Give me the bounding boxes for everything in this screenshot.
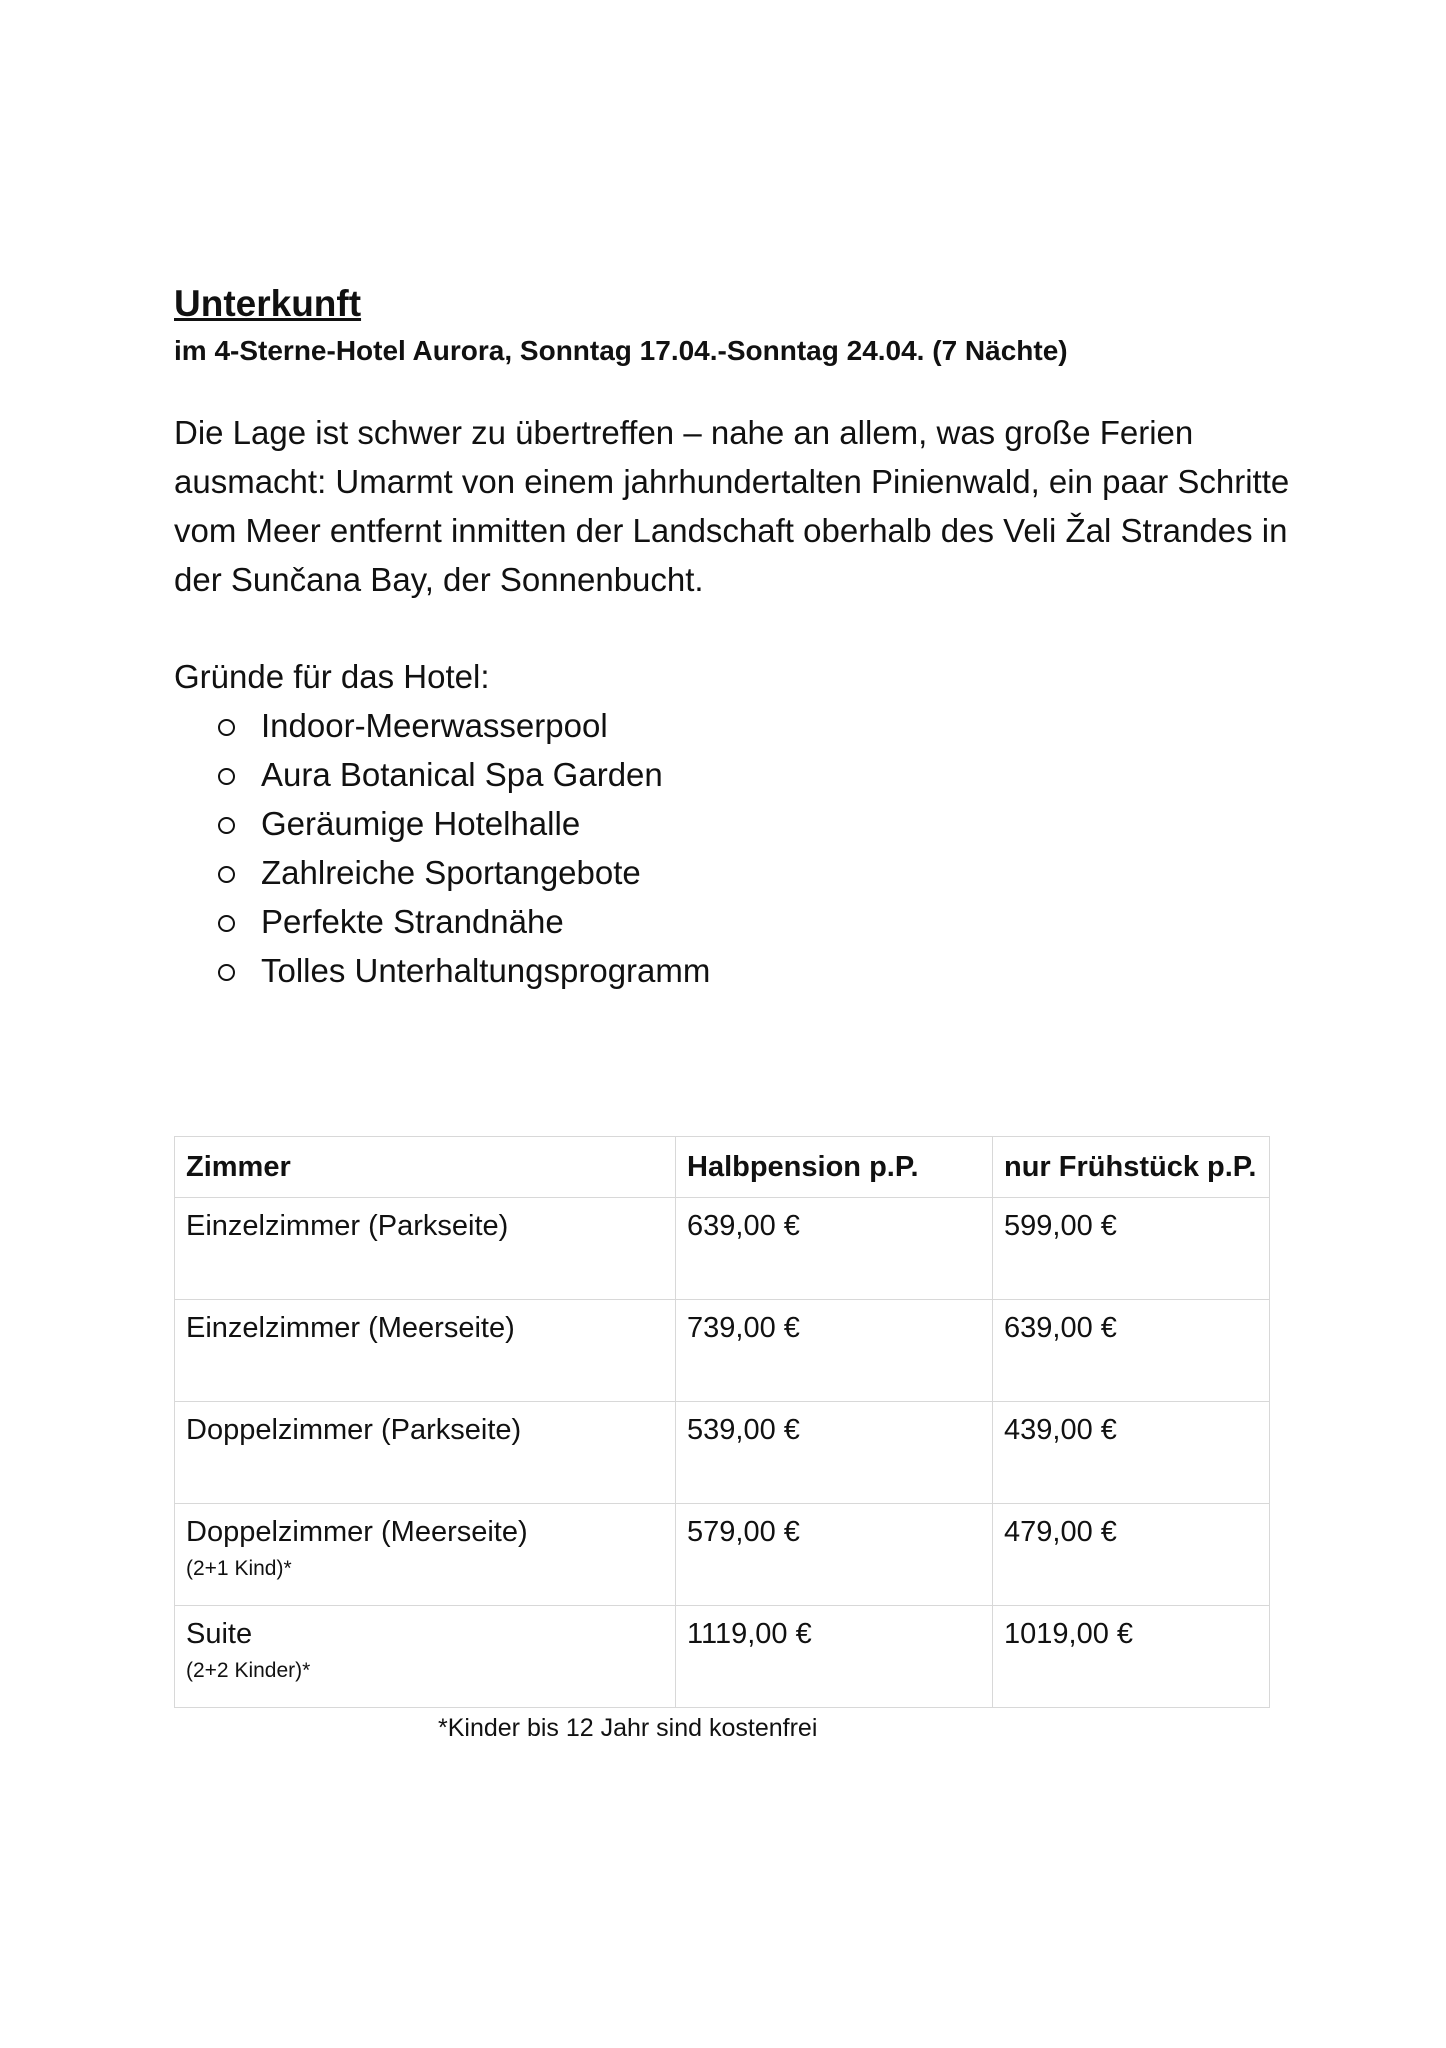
room-name: Einzelzimmer (Meerseite) xyxy=(186,1312,515,1344)
half-board-price: 539,00 € xyxy=(676,1402,993,1504)
list-item-label: Zahlreiche Sportangebote xyxy=(261,854,641,891)
breakfast-price: 439,00 € xyxy=(993,1402,1270,1504)
header-half-board: Halbpension p.P. xyxy=(676,1137,993,1198)
breakfast-price: 639,00 € xyxy=(993,1300,1270,1402)
room-cell xyxy=(175,1504,676,1606)
reasons-list xyxy=(174,701,1274,995)
half-board-price: 579,00 € xyxy=(676,1504,993,1606)
circle-bullet-icon xyxy=(218,964,235,981)
half-board-price: 1119,00 € xyxy=(676,1606,993,1708)
room-cell xyxy=(175,1606,676,1708)
list-item-label: Indoor-Meerwasserpool xyxy=(261,707,608,744)
list-item xyxy=(218,750,1274,799)
circle-bullet-icon xyxy=(218,915,235,932)
list-item xyxy=(218,946,1274,995)
breakfast-price: 599,00 € xyxy=(993,1198,1270,1300)
breakfast-price: 479,00 € xyxy=(993,1504,1270,1606)
room-name: Doppelzimmer (Meerseite) xyxy=(186,1516,528,1548)
list-item xyxy=(218,848,1274,897)
circle-bullet-icon xyxy=(218,817,235,834)
list-item xyxy=(218,701,1274,750)
room-name: Einzelzimmer (Parkseite) xyxy=(186,1210,509,1242)
room-cell xyxy=(175,1198,676,1300)
circle-bullet-icon xyxy=(218,768,235,785)
list-item-label: Aura Botanical Spa Garden xyxy=(261,756,663,793)
list-item xyxy=(218,799,1274,848)
table-row xyxy=(175,1504,1270,1606)
subtitle: im 4-Sterne-Hotel Aurora, Sonntag 17.04.-Sonntag 24.04. (7 Nächte) xyxy=(174,335,1068,366)
header-breakfast-only: nur Frühstück p.P. xyxy=(993,1137,1270,1198)
half-board-price: 739,00 € xyxy=(676,1300,993,1402)
half-board-price: 639,00 € xyxy=(676,1198,993,1300)
table-row xyxy=(175,1402,1270,1504)
header-room: Zimmer xyxy=(175,1137,676,1198)
circle-bullet-icon xyxy=(218,866,235,883)
footnote: *Kinder bis 12 Jahr sind kostenfrei xyxy=(438,1714,818,1742)
circle-bullet-icon xyxy=(218,719,235,736)
intro-paragraph: Die Lage ist schwer zu übertreffen – nahe an allem, was große Ferien ausmacht: Umarmt von einem jahrhundertalten Pinienwald, ein paar Schritte vom Meer entfernt inmitten der Landschaft oberhalb des Veli Žal Strandes in der Sunčana Bay, der Sonnenbucht. xyxy=(174,414,1290,598)
reasons-title: Gründe für das Hotel: xyxy=(174,658,490,695)
room-cell xyxy=(175,1402,676,1504)
room-name: Doppelzimmer (Parkseite) xyxy=(186,1414,522,1446)
list-item xyxy=(218,897,1274,946)
page-title: Unterkunft xyxy=(174,283,362,324)
list-item-label: Perfekte Strandnähe xyxy=(261,903,564,940)
breakfast-price: 1019,00 € xyxy=(993,1606,1270,1708)
table-row xyxy=(175,1198,1270,1300)
list-item-label: Geräumige Hotelhalle xyxy=(261,805,581,842)
table-row xyxy=(175,1300,1270,1402)
price-table xyxy=(174,1136,1270,1708)
list-item-label: Tolles Unterhaltungsprogramm xyxy=(261,952,711,989)
table-header-row xyxy=(175,1137,1270,1198)
room-cell xyxy=(175,1300,676,1402)
room-name: Suite xyxy=(186,1618,253,1650)
document-page xyxy=(174,282,1290,995)
room-occupancy-note: (2+1 Kind)* xyxy=(186,1557,292,1580)
room-occupancy-note: (2+2 Kinder)* xyxy=(186,1659,311,1682)
table-row xyxy=(175,1606,1270,1708)
